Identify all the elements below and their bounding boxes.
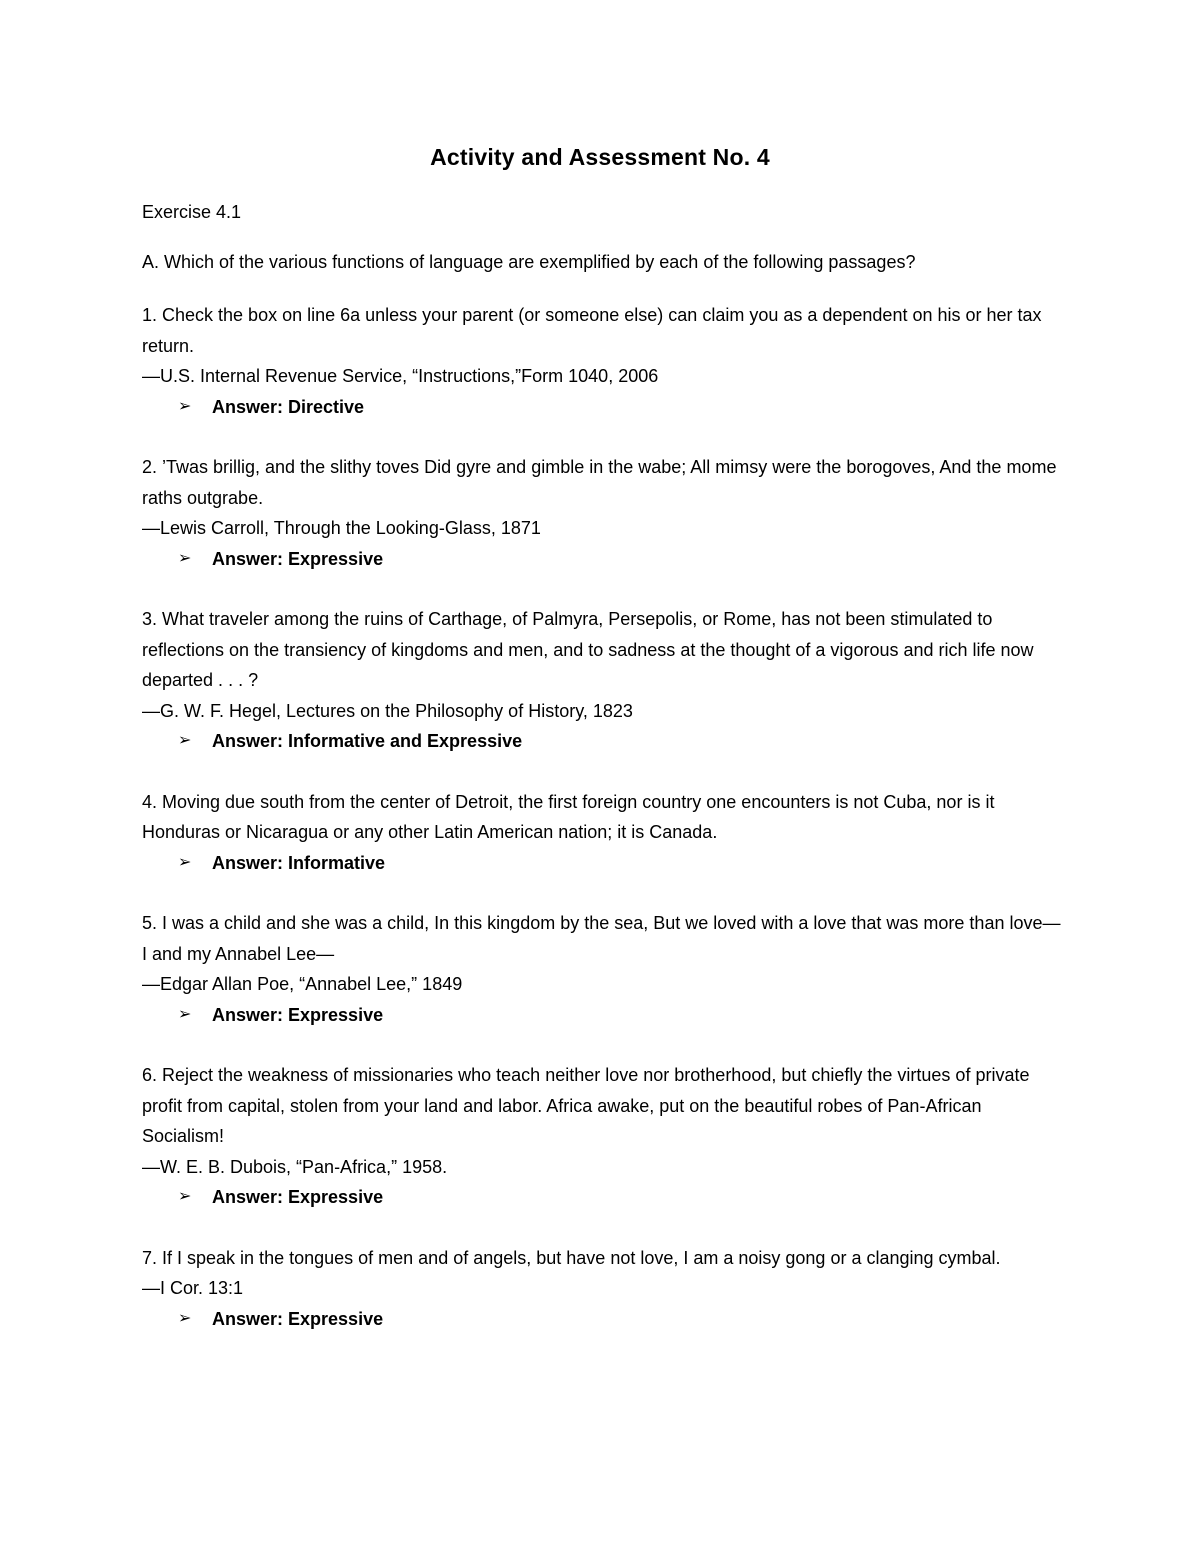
passage-item-6 [142, 1060, 1062, 1243]
arrow-bullet-icon: ➢ [178, 853, 192, 871]
passage-text: 7. If I speak in the tongues of men and of angels, but have not love, I am a noisy gong or a clanging cymbal. [142, 1247, 1001, 1268]
passage-text: 2. ’Twas brillig, and the slithy toves Did gyre and gimble in the wabe; All mimsy were the borogoves, And the mome raths outgrabe. [142, 457, 1057, 508]
question-prompt: A. Which of the various functions of language are exemplified by each of the following passages? [142, 252, 916, 272]
passage-text: 3. What traveler among the ruins of Carthage, of Palmyra, Persepolis, or Rome, has not been stimulated to reflections on the transiency of kingdoms and men, and to sadness at the thought of a vigorous and rich life now departed . . . ? [142, 609, 1034, 690]
passage-item-5 [142, 908, 1062, 1060]
passage-source: —I Cor. 13:1 [142, 1278, 244, 1298]
arrow-bullet-icon: ➢ [178, 1005, 192, 1023]
answer-line [178, 1182, 1062, 1213]
answer-text: Answer: Expressive [212, 548, 384, 569]
answer-text: Answer: Informative [212, 852, 386, 873]
answer-line [178, 392, 1062, 423]
passage-item-4 [142, 787, 1062, 909]
answer-text: Answer: Informative and Expressive [212, 731, 523, 751]
exercise-label: Exercise 4.1 [142, 202, 242, 222]
passage-item-7 [142, 1243, 1062, 1335]
answer-line [178, 726, 1062, 757]
passage-source: —G. W. F. Hegel, Lectures on the Philosophy of History, 1823 [142, 700, 633, 721]
answer-line [178, 1304, 1062, 1335]
answer-line [178, 848, 1062, 879]
arrow-bullet-icon: ➢ [178, 1309, 192, 1327]
passage-text: 5. I was a child and she was a child, In this kingdom by the sea, But we loved with a love that was more than love— I and my Annabel Lee— [142, 913, 1061, 964]
answer-text: Answer: Expressive [212, 1187, 384, 1207]
passage-text: 4. Moving due south from the center of Detroit, the first foreign country one encounters is not Cuba, nor is it Honduras or Nicaragua or any other Latin American nation; it is Canada. [142, 791, 995, 842]
answer-text: Answer: Expressive [212, 1308, 384, 1329]
arrow-bullet-icon: ➢ [178, 397, 192, 415]
passage-source: —U.S. Internal Revenue Service, “Instructions,”Form 1040, 2006 [142, 366, 659, 386]
answer-text: Answer: Expressive [212, 1004, 384, 1025]
answer-line [178, 544, 1062, 575]
passage-item-2 [142, 452, 1062, 604]
answer-line [178, 1000, 1062, 1031]
passage-list [142, 300, 1062, 1334]
passage-source: —Edgar Allan Poe, “Annabel Lee,” 1849 [142, 974, 463, 994]
arrow-bullet-icon: ➢ [178, 732, 192, 749]
arrow-bullet-icon: ➢ [178, 1188, 192, 1205]
passage-item-1 [142, 300, 1062, 452]
passage-item-3 [142, 604, 1062, 787]
passage-source: —Lewis Carroll, Through the Looking-Glass, 1871 [142, 518, 541, 538]
answer-text: Answer: Directive [212, 396, 365, 417]
passage-text: 1. Check the box on line 6a unless your parent (or someone else) can claim you as a dependent on his or her tax return. [142, 305, 1042, 356]
passage-source: —W. E. B. Dubois, “Pan-Africa,” 1958. [142, 1156, 448, 1177]
page-title: Activity and Assessment No. 4 [430, 144, 770, 170]
arrow-bullet-icon: ➢ [178, 549, 192, 567]
passage-text: 6. Reject the weakness of missionaries who teach neither love nor brotherhood, but chiefly the virtues of private profit from capital, stolen from your land and labor. Africa awake, put on the beautiful robes of Pan-African Socialism! [142, 1065, 1030, 1146]
